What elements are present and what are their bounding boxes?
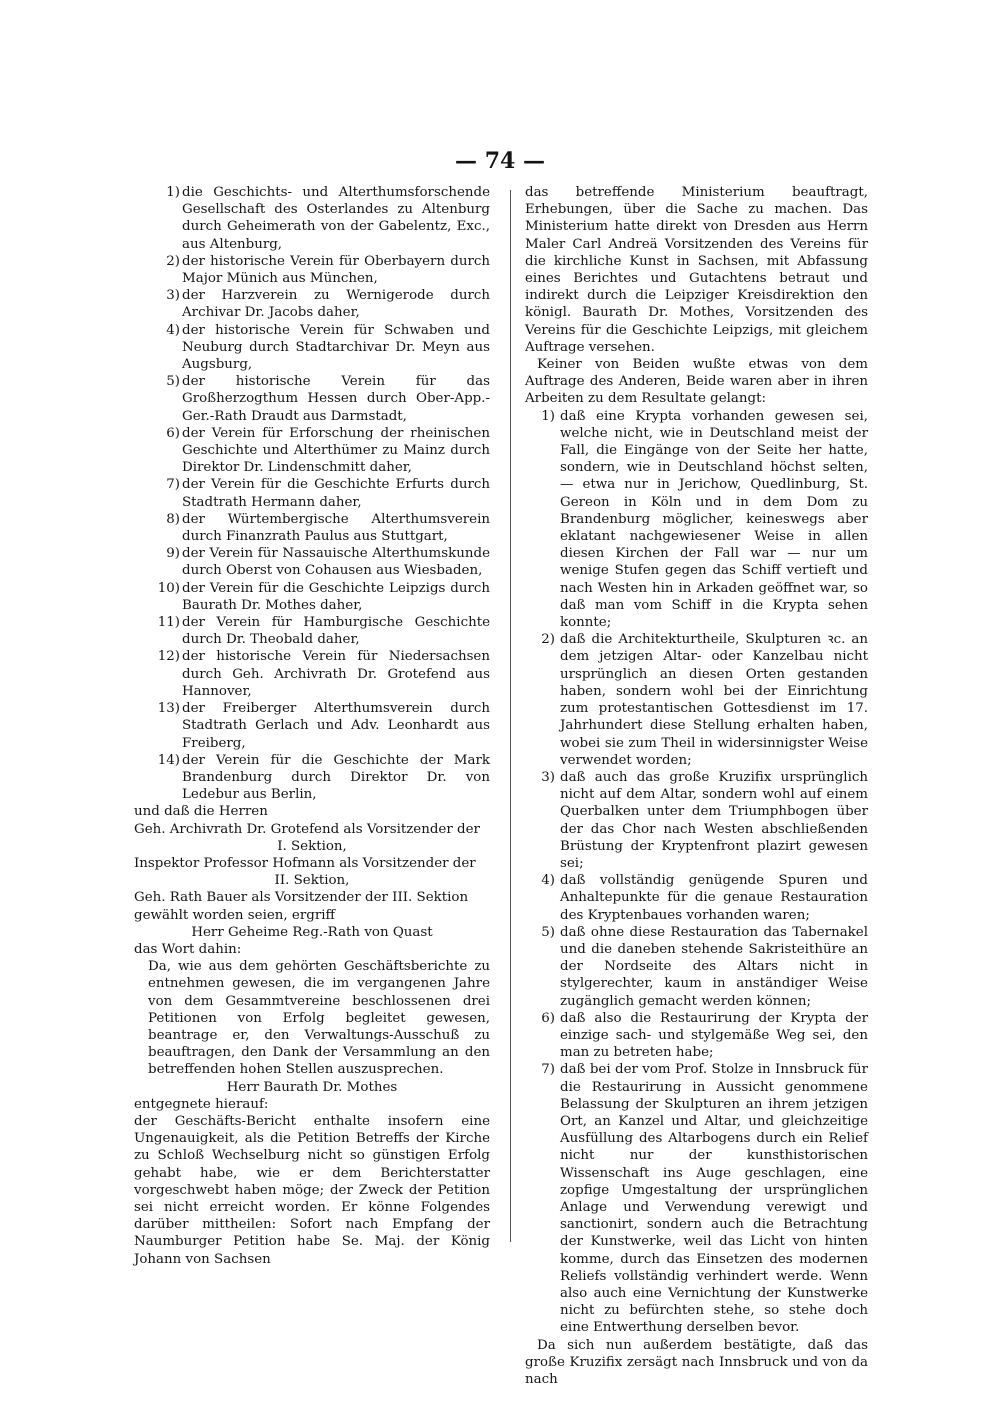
list-item: [134, 700, 490, 752]
item-number: 3): [166, 288, 180, 304]
item-number: 5): [541, 924, 555, 940]
item-number: 11): [157, 615, 180, 631]
paragraph-final: Da sich nun außerdem bestätigte, daß das große Kruzifix zersägt nach Innsbruck und von da nach: [525, 1337, 868, 1388]
list-item: [525, 872, 868, 924]
item-text: der Würtembergische Alterthumsverein durch Finanzrath Paulus aus Stuttgart,: [182, 511, 490, 545]
list-item: [134, 752, 490, 804]
item-text: der historische Verein für Schwaben und Neuburg durch Stadtarchivar Dr. Meyn aus Augsburg,: [182, 322, 490, 373]
officer-line: Inspektor Professor Hofmann als Vorsitzender der: [134, 855, 476, 871]
item-number: 1): [166, 185, 180, 200]
right-column: [525, 184, 868, 1388]
list-item: [134, 184, 490, 253]
paragraph-herren: und daß die Herren: [134, 804, 268, 820]
page-number: — 74 —: [455, 148, 545, 174]
list-item: [525, 408, 868, 632]
list-item: [525, 631, 868, 769]
item-text: der Verein für Nassauische Alterthumskunde durch Oberst von Cohausen aus Wiesbaden,: [182, 546, 490, 579]
paragraph-wort: das Wort dahin:: [134, 941, 242, 957]
list-item: [525, 1010, 868, 1062]
officer-line: Geh. Rath Bauer als Vorsitzender der III. Sektion: [134, 890, 469, 906]
item-number: 14): [157, 752, 180, 768]
item-text: der Freiberger Alterthumsverein durch Stadtrath Gerlach und Adv. Leonhardt aus Freiberg,: [182, 701, 490, 751]
item-number: 8): [166, 511, 180, 527]
item-number: 2): [166, 253, 180, 269]
paragraph-continuation: das betreffende Ministerium beauftragt, Erhebungen, über die Sache zu machen. Das Ministerium hatte direkt von Dresden aus Herrn Maler Carl Andreä Vorsitzenden des Vereins für die kirchliche Kunst in Sachsen, mit Abfassung eines Berichtes und Gutachtens betraut und indirekt durch die Leipziger Kreisdirektion den königl. Baurath Dr. Mothes, Vorsitzenden des Vereins für die Geschichte Leipzigs, mit gleichem Auftrage versehen.: [525, 185, 868, 355]
item-number: 7): [541, 1062, 555, 1078]
list-item: [134, 614, 490, 648]
item-text: der Verein für Hamburgische Geschichte durch Dr. Theobald daher,: [182, 615, 490, 648]
item-text: der Harzverein zu Wernigerode durch Archivar Dr. Jacobs daher,: [182, 288, 490, 321]
item-number: 9): [166, 546, 180, 562]
item-number: 3): [541, 769, 555, 785]
list-item: [134, 253, 490, 287]
list-item: [134, 373, 490, 425]
paragraph-keiner: Keiner von Beiden wußte etwas von dem Auftrage des Anderen, Beide waren aber in ihren Arbeiten zu dem Resultate gelangt:: [525, 357, 868, 407]
paragraph-entgegnete: entgegnete hierauf:: [134, 1096, 269, 1112]
speaker-heading: Herr Baurath Dr. Mothes: [226, 1079, 398, 1095]
item-text: die Geschichts- und Alterthumsforschende Gesellschaft des Osterlandes zu Altenburg durch Geheimerath von der Gabelentz, Exc., aus Altenburg,: [182, 185, 490, 252]
list-item: [525, 769, 868, 872]
item-number: 10): [157, 580, 180, 596]
paragraph-gewaehlt: gewählt worden seien, ergriff: [134, 907, 336, 923]
item-number: 12): [157, 649, 180, 665]
list-item: [134, 648, 490, 700]
column-divider: [510, 190, 511, 1242]
item-text: der historische Verein für das Großherzogthum Hessen durch Ober-App.-Ger.-Rath Draudt aus Darmstadt,: [182, 374, 490, 424]
item-number: 5): [166, 374, 180, 390]
item-number: 7): [166, 477, 180, 493]
item-text: daß ohne diese Restauration das Tabernakel und die daneben stehende Sakristeithüre an der Nordseite des Altars nicht in stylgerechter, kaum in anständiger Weise zugänglich gemacht werden können;: [560, 924, 868, 1009]
item-number: 6): [166, 425, 180, 441]
item-text: daß also die Restaurirung der Krypta der einzige sach- und stylgemäße Weg sei, den man zu betreten habe;: [560, 1010, 868, 1061]
item-number: 13): [157, 701, 180, 717]
item-text: der Verein für die Geschichte der Mark Brandenburg durch Direktor Dr. von Ledebur aus Berlin,: [182, 752, 490, 803]
item-text: daß bei der vom Prof. Stolze in Innsbruck für die Restaurirung in Aussicht genommene Belassung der Skulpturen an ihrem jetzigen Ort, an Kanzel und Altar, und gleichzeitige Ausfüllung des Altarbogens durch ein Relief nicht nur der kunsthistorischen Wissenschaft ins Auge geschlagen, eine zopfige Umgestaltung der ursprünglichen Anlage und Verwendung verewigt und sanctionirt, sondern auch die Betrachtung der Kunstwerke, weil das Licht von hinten komme, durch das Einsetzen des modernen Reliefs vollständig verhindert werde. Wenn also auch eine Vernichtung der Kunstwerke nicht zu befürchten stehe, so stehe doch eine Entwerthung derselben bevor.: [560, 1062, 868, 1336]
officer-line: I. Sektion,: [277, 838, 347, 854]
paragraph-bericht: der Geschäfts-Bericht enthalte insofern eine Ungenauigkeit, als die Petition Betreffs der Kirche zu Schloß Wechselburg nicht so günstigen Erfolg gehabt habe, wie er dem Berichterstatter vorgeschwebt haben möge; der Zweck der Petition sei nicht erreicht worden. Er könne Folgendes darüber mittheilen: Sofort nach Empfang der Naumburger Petition habe Se. Maj. der König Johann von Sachsen: [134, 1113, 490, 1267]
item-text: der Verein für Erforschung der rheinischen Geschichte und Alterthümer zu Mainz durch Direktor Dr. Lindenschmitt daher,: [182, 425, 490, 476]
item-number: 2): [541, 632, 555, 648]
quote-paragraph: Da, wie aus dem gehörten Geschäftsberichte zu entnehmen gewesen, die im vergangenen Jahre von dem Gesammtvereine beschlossenen drei Petitionen von Erfolg begleitet gewesen, beantrage er, den Verwaltungs-Ausschuß zu beauftragen, den Dank der Versammlung an den betreffenden hohen Stellen auszusprechen.: [148, 959, 490, 1078]
left-column: [134, 184, 490, 1268]
list-item: [134, 545, 490, 579]
list-item: [134, 511, 490, 545]
item-number: 4): [166, 322, 180, 338]
list-item: [134, 287, 490, 321]
list-item: [525, 1061, 868, 1336]
item-number: 4): [541, 873, 555, 889]
officer-line: Geh. Archivrath Dr. Grotefend als Vorsitzender der: [134, 821, 480, 837]
item-text: daß eine Krypta vorhanden gewesen sei, welche nicht, wie in Deutschland meist der Fall, die Eingänge von der Seite her hatte, sondern, wie in Deutschland höchst selten, — etwa nur in Jerichow, Quedlinburg, St. Gereon in Köln und in dem Dom zu Brandenburg möglicher, keineswegs aber eklatant nachgewiesener Weise in allen diesen Kirchen der Fall war — nur um wenige Stufen gegen das Schiff vertieft und nach Westen hin in Arkaden geöffnet war, so daß man vom Schiff in die Krypta sehen konnte;: [560, 408, 868, 631]
list-item: [134, 425, 490, 477]
list-item: [134, 476, 490, 510]
list-item: [525, 924, 868, 1010]
list-item: [134, 580, 490, 614]
officer-line: II. Sektion,: [274, 873, 350, 889]
speaker-heading: Herr Geheime Reg.-Rath von Quast: [191, 924, 433, 940]
item-text: daß auch das große Kruzifix ursprünglich nicht auf dem Altar, sondern wohl auf einem Querbalken unter dem Triumphbogen über der das Chor nach Westen abschließenden Brüstung der Kryptenfront plazirt gewesen sei;: [560, 769, 868, 871]
list-item: [134, 322, 490, 374]
item-text: daß die Architekturtheile, Skulpturen ꝛc. an dem jetzigen Altar- oder Kanzelbau nicht ursprünglich an diesen Orten gestanden haben, sondern wohl bei der Einrichtung zum protestantischen Gottesdienst im 17. Jahrhundert diese Stellung erhalten haben, wobei sie zum Theil in widersinnigster Weise verwendet worden;: [560, 632, 868, 768]
item-text: daß vollständig genügende Spuren und Anhaltepunkte für die genaue Restauration des Kryptenbaues vorhanden waren;: [560, 873, 868, 923]
item-text: der historische Verein für Oberbayern durch Major Münich aus München,: [182, 253, 490, 287]
item-text: der historische Verein für Niedersachsen durch Geh. Archivrath Dr. Grotefend aus Hannover,: [182, 649, 490, 699]
item-text: der Verein für die Geschichte Leipzigs durch Baurath Dr. Mothes daher,: [182, 580, 490, 613]
item-number: 6): [541, 1010, 555, 1026]
item-number: 1): [541, 408, 555, 424]
item-text: der Verein für die Geschichte Erfurts durch Stadtrath Hermann daher,: [182, 477, 490, 510]
